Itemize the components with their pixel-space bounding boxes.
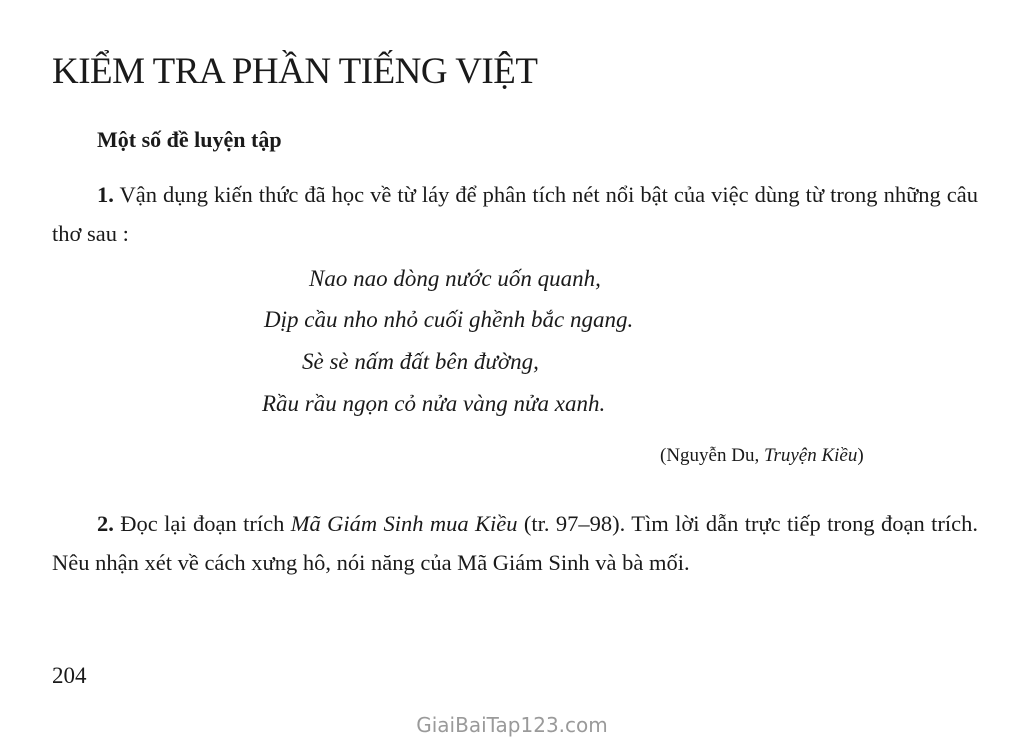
watermark: GiaiBaiTap123.com xyxy=(416,713,608,737)
poem-line-3: Sè sè nấm đất bên đường, xyxy=(302,349,539,374)
question-2-text-before: Đọc lại đoạn trích xyxy=(113,511,291,536)
poem-source-close: ) xyxy=(857,445,864,466)
question-1 xyxy=(52,175,978,253)
poem-source xyxy=(660,445,864,467)
question-1-number: 1. xyxy=(97,182,114,207)
question-2-work: Mã Giám Sinh mua Kiều xyxy=(290,511,518,536)
page-number: 204 xyxy=(52,663,87,688)
question-1-text: Vận dụng kiến thức đã học về từ láy để phân tích nét nổi bật của việc dùng từ trong những câu thơ sau : xyxy=(52,182,978,246)
page-title: KIỂM TRA PHẦN TIẾNG VIỆT xyxy=(52,51,538,92)
poem-source-author: (Nguyễn Du, xyxy=(660,445,764,466)
poem-line-2: Dịp cầu nho nhỏ cuối ghềnh bắc ngang. xyxy=(264,307,634,332)
poem-line-4: Rầu rầu ngọn cỏ nửa vàng nửa xanh. xyxy=(262,391,606,416)
poem-line-1: Nao nao dòng nước uốn quanh, xyxy=(309,266,601,291)
poem-source-work: Truyện Kiều xyxy=(763,445,858,466)
section-subtitle: Một số đề luyện tập xyxy=(97,127,282,152)
question-2-number: 2. xyxy=(97,511,114,536)
question-2 xyxy=(52,504,978,582)
question-2-text-after: (tr. 97–98). Tìm lời dẫn trực tiếp trong đoạn trích. Nêu nhận xét về cách xưng hô, nói năng của Mã Giám Sinh và bà mối. xyxy=(52,511,978,575)
